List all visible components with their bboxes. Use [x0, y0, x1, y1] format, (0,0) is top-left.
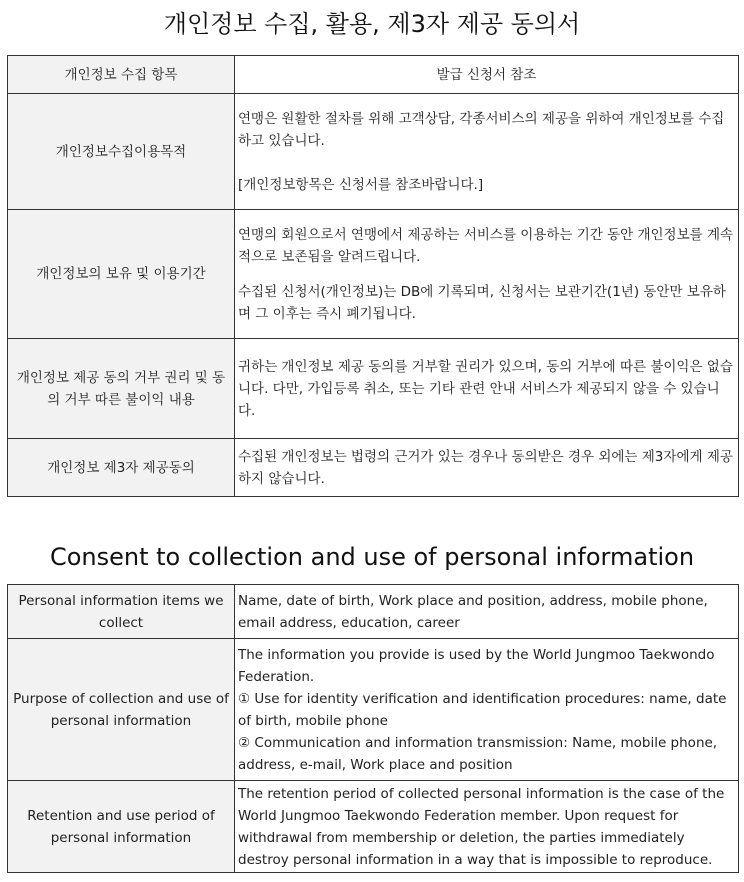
paragraph: 연맹의 회원으로서 연맹에서 제공하는 서비스를 이용하는 기간 동안 개인정보를 계속적으로 보존됨을 알려드립니다. — [238, 226, 734, 265]
table-row — [8, 639, 739, 781]
row-label: 개인정보수집이용목적 — [8, 94, 235, 210]
table-row — [8, 94, 739, 210]
row-label: 개인정보 제3자 제공동의 — [8, 439, 235, 497]
english-consent-table — [7, 584, 739, 873]
row-content — [235, 94, 739, 210]
paragraph: 연맹은 원활한 절차를 위해 고객상담, 각종서비스의 제공을 위하여 개인정보를 수집하고 있습니다. — [238, 110, 725, 149]
row-label: Personal information items we collect — [8, 585, 235, 639]
table-row — [8, 56, 739, 94]
row-label: 개인정보 제공 동의 거부 권리 및 동의 거부 따른 불이익 내용 — [8, 339, 235, 439]
row-content — [235, 210, 739, 339]
paragraph: 귀하는 개인정보 제공 동의를 거부할 권리가 있으며, 동의 거부에 따른 불이익은 없습니다. 다만, 가입등록 취소, 또는 기타 관련 안내 서비스가 제공되지 않을 수 있습니다. — [238, 358, 733, 419]
header-value-cell: 발급 신청서 참조 — [235, 56, 739, 94]
content-line: The information you provide is used by the World Jungmoo Taekwondo Federation. — [238, 646, 715, 685]
paragraph: 수집된 신청서(개인정보)는 DB에 기록되며, 신청서는 보관기간(1년) 동안만 보유하며 그 이후는 즉시 폐기됩니다. — [238, 283, 726, 322]
korean-consent-table — [7, 55, 739, 497]
english-title: Consent to collection and use of personal information — [49, 543, 695, 571]
content-line: Name, date of birth, Work place and position, address, mobile phone, email address, education, career — [238, 592, 708, 631]
row-label: Purpose of collection and use of personal information — [8, 639, 235, 781]
row-content — [235, 781, 739, 873]
paragraph: [개인정보항목은 신청서를 참조바랍니다.] — [238, 176, 484, 193]
row-content — [235, 585, 739, 639]
content-line: ② Communication and information transmission: Name, mobile phone, address, e-mail, Work place and position — [238, 734, 718, 773]
row-content — [235, 439, 739, 497]
row-label: Retention and use period of personal information — [8, 781, 235, 873]
header-label-cell: 개인정보 수집 항목 — [8, 56, 235, 94]
row-content — [235, 639, 739, 781]
table-row — [8, 781, 739, 873]
table-row — [8, 210, 739, 339]
korean-title: 개인정보 수집, 활용, 제3자 제공 동의서 — [163, 10, 581, 38]
content-line: The retention period of collected personal information is the case of the World Jungmoo Taekwondo Federation member. Upon request for withdrawal from membership or deletion, the parties immediately destroy personal information in a way that is impossible to reproduce. — [238, 785, 725, 868]
table-row — [8, 339, 739, 439]
table-row — [8, 585, 739, 639]
content-line: ① Use for identity verification and identification procedures: name, date of birth, mobile phone — [238, 690, 727, 729]
row-label: 개인정보의 보유 및 이용기간 — [8, 210, 235, 339]
paragraph: 수집된 개인정보는 법령의 근거가 있는 경우나 동의받은 경우 외에는 제3자에게 제공하지 않습니다. — [238, 448, 733, 487]
table-row — [8, 439, 739, 497]
row-content — [235, 339, 739, 439]
